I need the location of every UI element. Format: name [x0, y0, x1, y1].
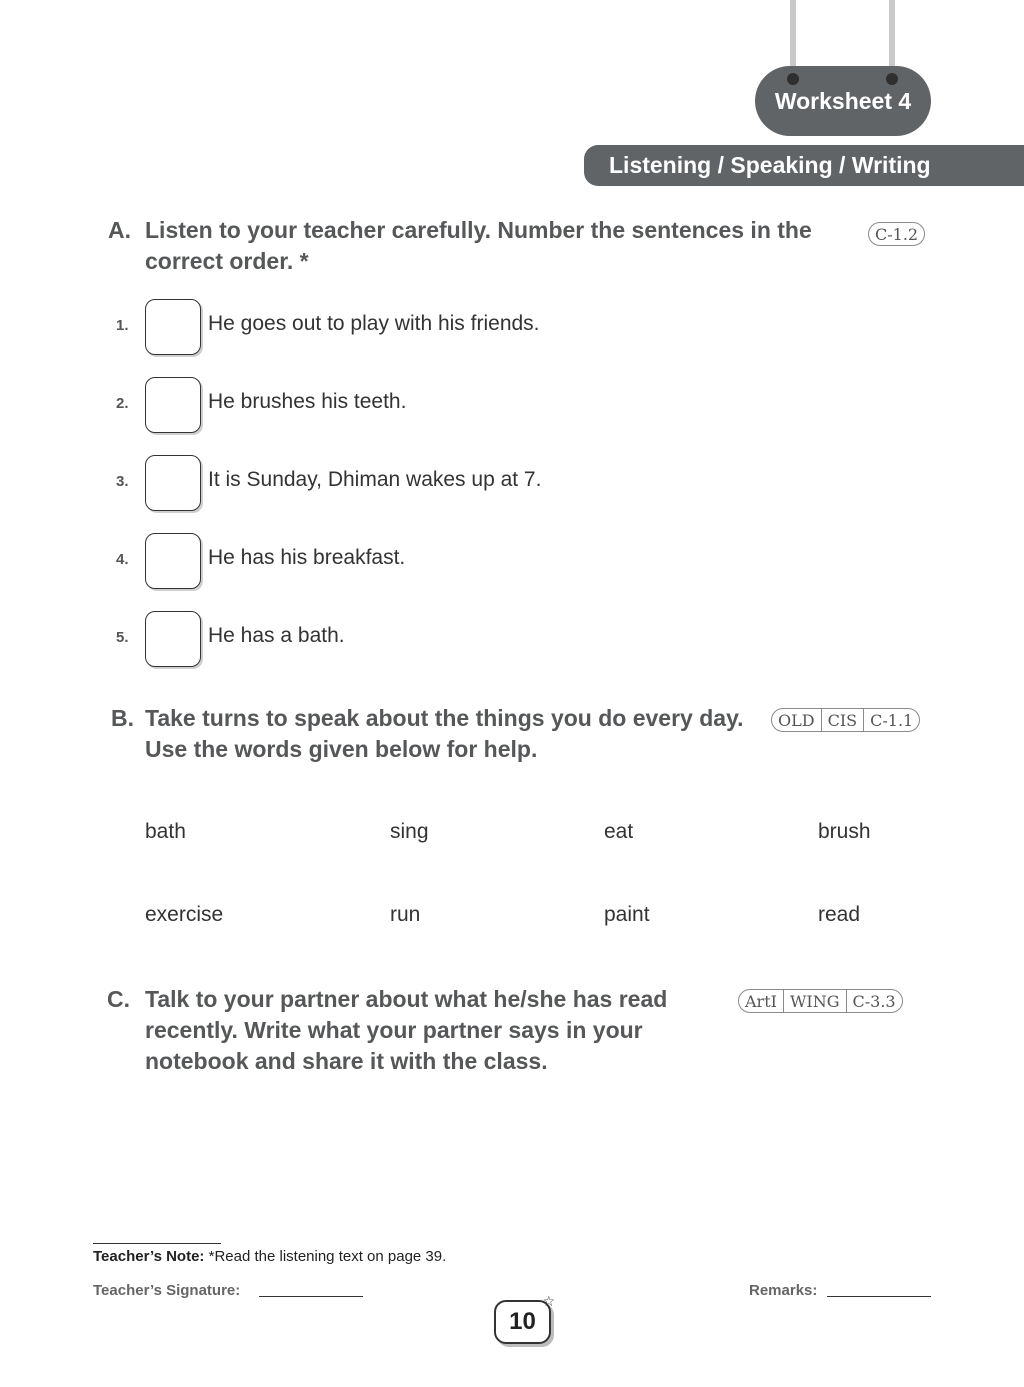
remarks-label: Remarks: — [749, 1282, 818, 1299]
signature-line[interactable] — [259, 1296, 363, 1297]
word-bank-item: exercise — [145, 903, 224, 926]
signature-label: Teacher’s Signature: — [93, 1282, 241, 1299]
word-bank-item: bath — [145, 820, 186, 843]
word-bank-item: sing — [390, 820, 429, 843]
note-divider — [93, 1243, 221, 1244]
word-bank-item: eat — [604, 820, 634, 843]
hanger-dot-right — [886, 73, 898, 85]
item-sentence: He has his breakfast. — [208, 546, 406, 569]
item-sentence: It is Sunday, Dhiman wakes up at 7. — [208, 468, 542, 491]
item-number: 5. — [116, 629, 129, 646]
worksheet-badge — [755, 66, 931, 136]
skills-banner — [584, 145, 1024, 186]
item-number: 1. — [116, 317, 129, 334]
section-a-codes — [868, 222, 925, 246]
answer-box[interactable] — [145, 611, 201, 667]
teacher-note — [93, 1248, 446, 1265]
item-sentence: He goes out to play with his friends. — [208, 312, 540, 335]
code-tag: C-1.1 — [863, 709, 919, 731]
item-number: 4. — [116, 551, 129, 568]
worksheet-label: Worksheet 4 — [774, 87, 912, 114]
word-bank-item: paint — [604, 903, 650, 926]
answer-box[interactable] — [145, 455, 201, 511]
code-tag: CIS — [821, 709, 864, 731]
word-bank-item: brush — [818, 820, 871, 843]
answer-box[interactable] — [145, 299, 201, 355]
star-icon: ☆ — [542, 1293, 555, 1309]
section-a-letter: A. — [108, 217, 131, 243]
code-tag: C-1.2 — [875, 224, 919, 244]
code-tag: OLD — [778, 710, 815, 730]
note-label: Teacher’s Note: — [93, 1248, 205, 1265]
answer-box[interactable] — [145, 533, 201, 589]
section-c-codes — [738, 989, 903, 1013]
section-c-letter: C. — [107, 986, 130, 1012]
section-c-instruction: Talk to your partner about what he/she has read recently. Write what your partner says in your notebook and share it with the class. — [145, 986, 668, 1074]
item-number: 3. — [116, 473, 129, 490]
section-b-codes — [771, 708, 920, 732]
page-number-badge — [494, 1293, 555, 1344]
page-number: 10 — [509, 1308, 536, 1335]
word-bank-item: run — [390, 903, 421, 926]
section-b-letter: B. — [111, 705, 134, 731]
remarks-line[interactable] — [827, 1296, 931, 1297]
code-tag: C-3.3 — [846, 990, 902, 1012]
code-tag: WING — [783, 990, 846, 1012]
item-sentence: He brushes his teeth. — [208, 390, 407, 413]
item-number: 2. — [116, 395, 129, 412]
item-sentence: He has a bath. — [208, 624, 345, 647]
section-b-instruction: Take turns to speak about the things you do every day. Use the words given below for help. — [145, 705, 744, 762]
code-tag: ArtI — [745, 991, 777, 1011]
hanger-dot-left — [787, 73, 799, 85]
answer-box[interactable] — [145, 377, 201, 433]
note-text: *Read the listening text on page 39. — [208, 1248, 447, 1265]
skills-label: Listening / Speaking / Writing — [609, 152, 931, 178]
section-a-instruction: Listen to your teacher carefully. Number the sentences in the correct order. * — [145, 217, 812, 274]
word-bank-item: read — [818, 903, 861, 926]
